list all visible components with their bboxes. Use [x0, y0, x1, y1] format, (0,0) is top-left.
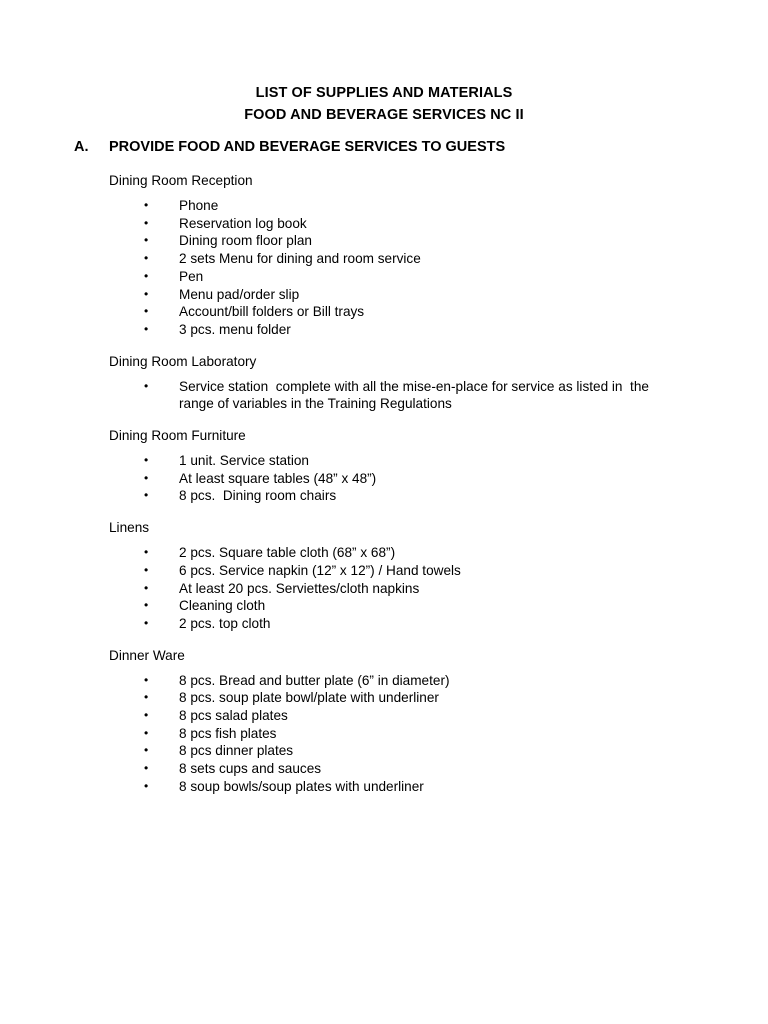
- list-item: [109, 470, 684, 488]
- list-item-text: 8 sets cups and sauces: [179, 761, 322, 777]
- list-item-text: Phone: [179, 198, 219, 213]
- list-item: [109, 378, 684, 413]
- list-item: [109, 321, 684, 339]
- list-item-text: At least square tables (48” x 48”): [179, 470, 377, 486]
- document-title: LIST OF SUPPLIES AND MATERIALS: [255, 85, 513, 101]
- bullet-icon: •: [144, 268, 149, 283]
- bullet-icon: •: [144, 615, 149, 630]
- list-item-text: At least 20 pcs. Serviettes/cloth napkins: [179, 580, 420, 596]
- list-item: [109, 197, 684, 215]
- bullet-icon: •: [144, 761, 149, 776]
- bullet-icon: •: [144, 708, 149, 723]
- list-item: [109, 215, 684, 233]
- list-item: [109, 742, 684, 760]
- bullet-icon: •: [144, 580, 149, 595]
- list-item-text: 8 pcs. Bread and butter plate (6” in diameter): [179, 672, 450, 688]
- list-item-text: 2 sets Menu for dining and room service: [179, 251, 421, 267]
- section-letter: A.: [74, 139, 89, 155]
- bullet-icon: •: [144, 321, 149, 336]
- list-item-text: 8 pcs dinner plates: [179, 743, 294, 759]
- list-item-text: 2 pcs. top cloth: [179, 615, 271, 631]
- bullet-icon: •: [144, 198, 149, 212]
- list-item: [109, 487, 684, 505]
- category-title: Dining Room Laboratory: [109, 353, 257, 369]
- bullet-icon: •: [144, 690, 149, 705]
- bullet-icon: •: [144, 778, 149, 793]
- list-item: [109, 707, 684, 725]
- list-item-text: 6 pcs. Service napkin (12” x 12”) / Hand towels: [179, 562, 461, 578]
- list-item-text: Reservation log book: [179, 215, 307, 231]
- category-section: [109, 353, 709, 413]
- bullet-icon: •: [144, 453, 149, 468]
- list-item: [109, 597, 684, 615]
- list-item-text: 8 pcs fish plates: [179, 725, 277, 741]
- list-item: [109, 250, 684, 268]
- bullet-icon: •: [144, 215, 149, 230]
- category-section: [109, 519, 709, 633]
- bullet-icon: •: [144, 545, 149, 560]
- list-item-text: Pen: [179, 268, 204, 284]
- list-item-text: 8 pcs. Dining room chairs: [179, 488, 337, 504]
- bullet-icon: •: [144, 672, 149, 687]
- list-item-text: 3 pcs. menu folder: [179, 321, 291, 337]
- list-item: [109, 725, 684, 743]
- bullet-icon: •: [144, 378, 149, 393]
- list-item-text: 2 pcs. Square table cloth (68” x 68”): [179, 545, 396, 561]
- list-item-text: 8 pcs salad plates: [179, 708, 288, 724]
- bullet-icon: •: [144, 233, 149, 248]
- list-item-text: Service station complete with all the mise-en-place for service as listed in the range of variables in the Training Regulations: [179, 378, 653, 412]
- list-item-text: 8 pcs. soup plate bowl/plate with underliner: [179, 690, 439, 706]
- item-list: [109, 544, 709, 633]
- list-item-text: 8 soup bowls/soup plates with underliner: [179, 778, 424, 794]
- bullet-icon: •: [144, 470, 149, 485]
- item-list: [109, 378, 709, 413]
- list-item-text: Menu pad/order slip: [179, 286, 300, 302]
- category-section: [109, 172, 709, 339]
- bullet-icon: •: [144, 725, 149, 740]
- list-item: [109, 268, 684, 286]
- list-item: [109, 760, 684, 778]
- bullet-icon: •: [144, 562, 149, 577]
- category-title: Dinner Ware: [109, 647, 185, 663]
- list-item: [109, 580, 684, 598]
- list-item: [109, 303, 684, 321]
- section-title: PROVIDE FOOD AND BEVERAGE SERVICES TO GUESTS: [109, 139, 506, 155]
- list-item-text: Dining room floor plan: [179, 233, 312, 249]
- list-item: [109, 286, 684, 304]
- list-item: [109, 672, 684, 690]
- supply-list: [109, 172, 709, 796]
- list-item: [109, 615, 684, 633]
- bullet-icon: •: [144, 743, 149, 758]
- bullet-icon: •: [144, 304, 149, 319]
- bullet-icon: •: [144, 488, 149, 503]
- section-heading: [74, 139, 505, 155]
- bullet-icon: •: [144, 251, 149, 266]
- item-list: [109, 672, 709, 796]
- category-title: Linens: [109, 520, 150, 536]
- category-section: [109, 647, 709, 796]
- list-item: [109, 689, 684, 707]
- list-item: [109, 562, 684, 580]
- category-title: Dining Room Furniture: [109, 428, 246, 444]
- item-list: [109, 452, 709, 505]
- category-section: [109, 427, 709, 505]
- category-title: Dining Room Reception: [109, 173, 253, 188]
- bullet-icon: •: [144, 598, 149, 613]
- list-item-text: 1 unit. Service station: [179, 453, 309, 469]
- list-item: [109, 778, 684, 796]
- document-subtitle: FOOD AND BEVERAGE SERVICES NC II: [244, 107, 524, 123]
- bullet-icon: •: [144, 286, 149, 301]
- item-list: [109, 197, 709, 339]
- list-item: [109, 452, 684, 470]
- list-item: [109, 232, 684, 250]
- list-item: [109, 544, 684, 562]
- list-item-text: Account/bill folders or Bill trays: [179, 304, 365, 320]
- list-item-text: Cleaning cloth: [179, 598, 266, 614]
